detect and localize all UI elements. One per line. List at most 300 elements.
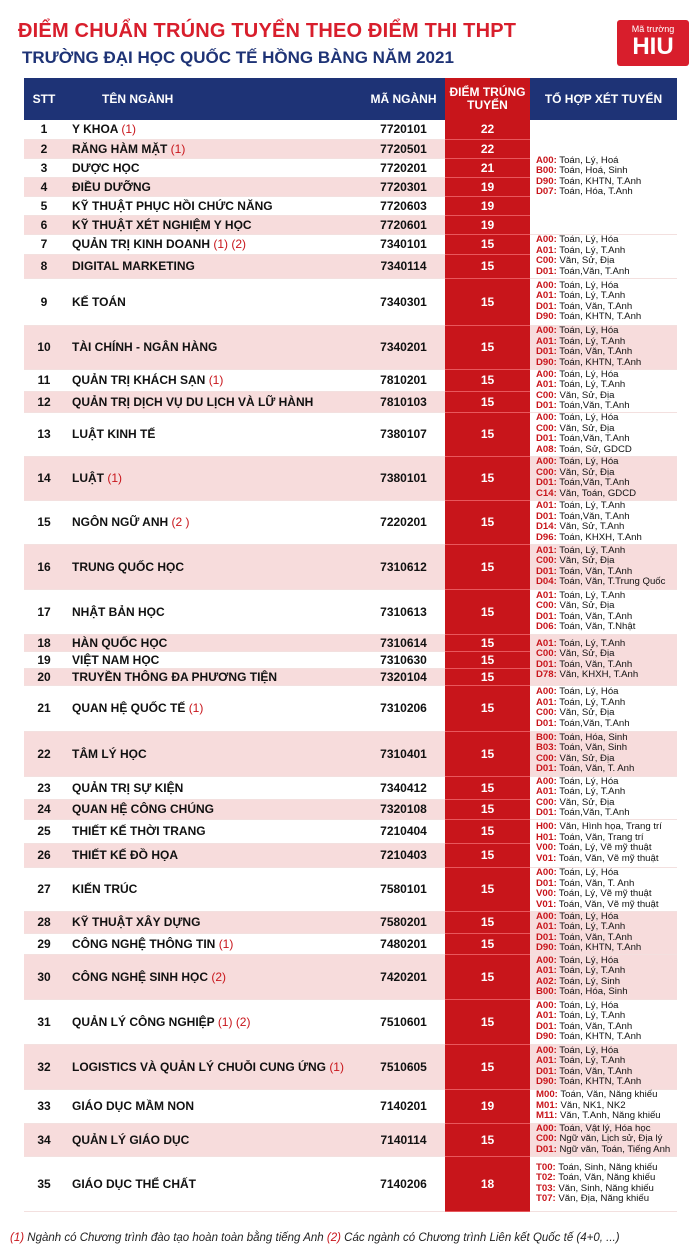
combo-code: D01: [536, 763, 557, 774]
combo-subjects: Văn, Sinh, Năng khiếu [558, 1182, 654, 1194]
row-major-name [64, 234, 362, 254]
major-name-text: KỸ THUẬT XÉT NGHIỆM Y HỌC [72, 217, 252, 232]
row-stt: 12 [24, 391, 64, 412]
row-score: 15 [445, 278, 530, 325]
combo-subjects: Toán, Sinh, Năng khiếu [558, 1161, 658, 1173]
combo-code: A01: [536, 637, 557, 649]
row-score: 15 [445, 234, 530, 254]
combo-code: A08: [536, 443, 557, 455]
major-name-text: CÔNG NGHỆ SINH HỌC [72, 969, 209, 984]
row-major-name [64, 819, 362, 843]
row-stt: 7 [24, 234, 64, 254]
school-logo [617, 20, 689, 66]
combo-line [536, 622, 677, 633]
combo-subjects: Toán, Lý, Hóa [559, 279, 619, 291]
combo-code: A01: [536, 965, 557, 976]
combo-subjects: Toán, Lý, Hóa [559, 1044, 619, 1056]
major-name-text: QUAN HỆ CÔNG CHÚNG [72, 802, 215, 816]
footnote-mark-1: (1) [10, 1232, 25, 1244]
combo-subjects: Toán, Lý, T.Anh [559, 1010, 626, 1021]
combo-code: M01: [536, 1099, 558, 1111]
row-combos [530, 1156, 677, 1211]
combo-code: D01: [536, 1020, 557, 1032]
combo-subjects: Toán, Hóa, Sinh [559, 986, 628, 997]
combo-code: A01: [536, 1055, 557, 1066]
row-major-name [64, 799, 362, 819]
row-stt: 3 [24, 158, 64, 177]
admission-table [24, 78, 677, 1212]
combo-code: A01: [536, 500, 557, 511]
major-note: (1) (2) [217, 1014, 251, 1029]
combo-subjects: Toán, Văn, T.Anh [559, 931, 633, 943]
major-name-text: QUẢN TRỊ DỊCH VỤ DU LỊCH VÀ LỮ HÀNH [72, 394, 314, 409]
combo-subjects: Toán, Lý, T.Anh [559, 1055, 626, 1066]
combo-subjects: Toán, Văn, T.Anh [559, 300, 633, 312]
major-name-text: GIÁO DỤC MẦM NON [72, 1099, 194, 1113]
major-name-text: NGÔN NGỮ ANH [72, 515, 169, 529]
major-name-text: QUẢN LÝ CÔNG NGHIỆP [72, 1014, 215, 1029]
combo-code: D07: [536, 186, 557, 198]
row-score: 15 [445, 685, 530, 731]
row-score: 19 [445, 215, 530, 234]
row-combos [530, 544, 677, 589]
table-row [24, 731, 677, 776]
row-major-code: 7340114 [362, 254, 445, 278]
combo-subjects: Toán, Văn, T. Anh [559, 877, 635, 889]
combo-code: D01: [536, 658, 557, 670]
table-row [24, 369, 677, 391]
combo-code: M11: [536, 1110, 558, 1122]
combo-subjects: Toán, Văn, T.Anh [559, 658, 633, 670]
combo-subjects: Toán, Lý, T.Anh [559, 544, 626, 556]
row-major-name [64, 731, 362, 776]
combo-line [536, 670, 677, 681]
major-note: (1) [329, 1059, 344, 1074]
combo-code: C00: [536, 466, 557, 478]
combo-code: A01: [536, 379, 557, 390]
combo-subjects: Toán, Lý, T.Anh [559, 589, 626, 601]
major-name-text: NHẬT BẢN HỌC [72, 604, 165, 619]
row-stt: 24 [24, 799, 64, 819]
major-name-text: Y KHOA [72, 122, 119, 137]
combo-subjects: Văn, Sử, Địa [559, 422, 615, 434]
combo-code: A01: [536, 290, 557, 301]
row-major-name [64, 651, 362, 668]
combo-subjects: Toán, KHTN, T.Anh [559, 356, 642, 368]
combo-code: C00: [536, 389, 557, 401]
major-name-text: KIẾN TRÚC [72, 882, 138, 896]
table-row [24, 1044, 677, 1089]
major-note: (1) [218, 936, 234, 951]
page-subtitle: TRƯỜNG ĐẠI HỌC QUỐC TẾ HỒNG BÀNG NĂM 2021 [22, 48, 454, 67]
row-major-code: 7220201 [362, 500, 445, 544]
row-major-name [64, 843, 362, 867]
combo-subjects: Toán, Lý, Hóa [559, 368, 619, 380]
row-major-name [64, 685, 362, 731]
row-major-name [64, 1089, 362, 1123]
combo-code: C00: [536, 1133, 557, 1145]
combo-code: H00: [536, 821, 557, 832]
combo-line [536, 1145, 677, 1156]
row-major-name [64, 1044, 362, 1089]
combo-code: T00: [536, 1161, 556, 1173]
combo-code: A00: [536, 999, 557, 1011]
combo-line [536, 445, 677, 456]
row-major-name [64, 456, 362, 500]
table-row [24, 954, 677, 999]
row-major-code: 7140114 [362, 1123, 445, 1156]
combo-code: A00: [536, 1122, 557, 1134]
combo-subjects: Toán,Văn, T.Anh [559, 510, 630, 522]
major-name-text: DIGITAL MARKETING [72, 259, 195, 273]
combo-code: D90: [536, 1031, 557, 1042]
combo-subjects: Toán, Văn, T.Anh [559, 610, 633, 622]
row-score: 15 [445, 544, 530, 589]
combo-code: V01: [536, 852, 557, 864]
row-score: 15 [445, 500, 530, 544]
combo-code: B03: [536, 742, 557, 753]
combo-subjects: Văn, Sử, Địa [559, 796, 615, 808]
row-major-code: 7310401 [362, 731, 445, 776]
row-stt: 18 [24, 634, 64, 651]
row-score: 15 [445, 1123, 530, 1156]
table-row [24, 325, 677, 369]
row-major-code: 7810103 [362, 391, 445, 412]
row-combos [530, 1044, 677, 1089]
row-stt: 2 [24, 139, 64, 158]
major-name-text: RĂNG HÀM MẶT [72, 141, 168, 156]
row-major-code: 7340201 [362, 325, 445, 369]
combo-subjects: Toán, Sử, GDCD [559, 443, 632, 455]
combo-subjects: Toán, Hóa, Sinh [559, 731, 628, 743]
major-name-text: QUAN HỆ QUỐC TẾ [72, 701, 186, 715]
row-stt: 19 [24, 651, 64, 668]
combo-code: A01: [536, 786, 557, 797]
major-note: (2 ) [171, 515, 190, 529]
row-major-name [64, 215, 362, 234]
major-name-text: TÀI CHÍNH - NGÂN HÀNG [72, 340, 218, 354]
row-score: 18 [445, 1156, 530, 1211]
combo-subjects: Văn, KHXH, T.Anh [559, 669, 639, 680]
row-major-name [64, 999, 362, 1044]
row-combos [530, 325, 677, 369]
row-score: 15 [445, 634, 530, 651]
row-stt: 6 [24, 215, 64, 234]
row-major-name [64, 776, 362, 799]
row-score: 15 [445, 651, 530, 668]
combo-code: D90: [536, 1076, 557, 1087]
combo-subjects: Toán,Văn, T.Anh [559, 807, 630, 818]
row-major-code: 7310614 [362, 634, 445, 651]
row-stt: 30 [24, 954, 64, 999]
row-score: 19 [445, 1089, 530, 1123]
combo-subjects: Toán, Lý, Hóa [559, 999, 619, 1011]
row-stt: 1 [24, 120, 64, 139]
row-major-code: 7210404 [362, 819, 445, 843]
combo-code: C00: [536, 796, 557, 808]
row-major-code: 7310630 [362, 651, 445, 668]
row-stt: 34 [24, 1123, 64, 1156]
combo-code: D90: [536, 175, 557, 187]
row-combos [530, 456, 677, 500]
row-stt: 25 [24, 819, 64, 843]
major-name-text: KỸ THUẬT PHỤC HỒI CHỨC NĂNG [72, 198, 273, 213]
combo-subjects: Toán, Lý, Sinh [559, 975, 621, 987]
combo-subjects: Toán, Văn, T. Anh [559, 763, 635, 774]
combo-code: A01: [536, 544, 557, 556]
row-score: 15 [445, 456, 530, 500]
row-stt: 35 [24, 1156, 64, 1211]
table-row [24, 120, 677, 139]
major-name-text: TÂM LÝ HỌC [72, 746, 147, 761]
row-combos [530, 234, 677, 278]
table-row [24, 1089, 677, 1123]
row-score: 15 [445, 843, 530, 867]
combo-code: V01: [536, 898, 557, 910]
row-stt: 5 [24, 196, 64, 215]
row-major-name [64, 1123, 362, 1156]
page-title: ĐIỂM CHUẨN TRÚNG TUYỂN THEO ĐIỂM THI THPT [18, 20, 517, 42]
combo-subjects: Toán, KHTN, T.Anh [559, 175, 642, 187]
row-stt: 17 [24, 589, 64, 634]
combo-subjects: Toán, Lý, Hóa [559, 910, 619, 922]
combo-code: A01: [536, 244, 557, 256]
combo-code: D01: [536, 717, 557, 729]
major-note: (1) (2) [213, 237, 247, 251]
combo-line [536, 489, 677, 500]
combo-line [536, 1077, 677, 1088]
row-score: 15 [445, 391, 530, 412]
header-stt: STT [24, 78, 64, 120]
combo-subjects: Văn, T.Anh, Năng khiếu [560, 1110, 661, 1122]
row-score: 15 [445, 933, 530, 954]
combo-line [536, 719, 677, 730]
table-row [24, 634, 677, 651]
row-combos [530, 954, 677, 999]
row-stt: 20 [24, 668, 64, 685]
footnote-text-2: Các ngành có Chương trình Liên kết Quốc tế (4+0, ...) [344, 1232, 620, 1244]
combo-code: D01: [536, 400, 557, 411]
major-name-text: QUẢN TRỊ KHÁCH SẠN [72, 373, 206, 387]
combo-subjects: Toán,Văn, T.Anh [559, 265, 630, 277]
row-major-name [64, 867, 362, 911]
row-major-code: 7720301 [362, 177, 445, 196]
row-stt: 31 [24, 999, 64, 1044]
combo-code: A00: [536, 867, 557, 878]
row-major-code: 7510605 [362, 1044, 445, 1089]
combo-subjects: Văn, Sử, Địa [559, 600, 615, 611]
row-score: 15 [445, 369, 530, 391]
row-stt: 23 [24, 776, 64, 799]
combo-line [536, 943, 677, 954]
combo-code: A00: [536, 954, 557, 966]
major-note: (2) [211, 969, 227, 984]
combo-subjects: Toán, Văn, T.Anh [559, 346, 633, 357]
combo-code: D96: [536, 531, 557, 543]
row-score: 15 [445, 412, 530, 456]
row-score: 19 [445, 177, 530, 196]
combo-line [536, 808, 677, 819]
row-combos [530, 867, 677, 911]
row-combos [530, 1089, 677, 1123]
combo-subjects: Toán, Văn, T.Anh [559, 1065, 633, 1077]
combo-line [536, 987, 677, 998]
combo-subjects: Toán, Lý, Hóa [559, 867, 619, 878]
row-major-code: 7810201 [362, 369, 445, 391]
table-row [24, 456, 677, 500]
combo-subjects: Toán, Văn, Sinh [559, 742, 628, 753]
combo-code: A00: [536, 154, 557, 166]
row-score: 15 [445, 776, 530, 799]
combo-line [536, 533, 677, 544]
combo-code: C14: [536, 487, 557, 499]
row-stt: 9 [24, 278, 64, 325]
table-row [24, 819, 677, 843]
row-major-name [64, 369, 362, 391]
row-major-code: 7580101 [362, 867, 445, 911]
row-score: 15 [445, 867, 530, 911]
combo-code: D90: [536, 311, 557, 322]
combo-subjects: Toán, Lý, Hóa [559, 234, 619, 245]
combo-line [536, 187, 677, 198]
combo-subjects: Toán, Lý, Hóa [559, 954, 619, 966]
major-note: (1) [170, 141, 186, 156]
combo-line [536, 312, 677, 323]
table-row [24, 999, 677, 1044]
row-major-name [64, 325, 362, 369]
combo-code: C00: [536, 707, 557, 718]
combo-subjects: Toán, Văn, Năng khiếu [558, 1172, 656, 1183]
combo-subjects: Toán, Văn, Vẽ mỹ thuật [558, 852, 659, 864]
combo-subjects: Toán, Lý, T.Anh [559, 696, 626, 708]
combo-subjects: Toán,Văn, T.Anh [559, 400, 630, 411]
combo-subjects: Văn, Sử, Địa [559, 255, 615, 266]
combo-subjects: Toán, Lý, Hóa [559, 412, 619, 423]
row-stt: 27 [24, 867, 64, 911]
combo-line [536, 1111, 677, 1122]
major-name-text: DƯỢC HỌC [72, 160, 140, 175]
table-row [24, 1156, 677, 1211]
combo-subjects: Toán, Hoá, Sinh [559, 165, 628, 177]
combo-code: D90: [536, 356, 557, 368]
combo-code: T03: [536, 1182, 556, 1194]
combo-subjects: Văn, Sử, Địa [559, 707, 615, 718]
row-combos [530, 634, 677, 685]
row-combos [530, 1123, 677, 1156]
combo-code: B00: [536, 165, 557, 177]
combo-code: A01: [536, 589, 557, 601]
row-major-name [64, 911, 362, 933]
logo-caption: Mã trường [631, 24, 675, 34]
combo-subjects: Toán, Lý, T.Anh [559, 637, 626, 649]
table-row [24, 278, 677, 325]
row-score: 22 [445, 139, 530, 158]
combo-code: M00: [536, 1089, 558, 1101]
table-header [24, 78, 677, 120]
major-note: (1) [208, 373, 224, 387]
major-name-text: QUẢN LÝ GIÁO DỤC [72, 1132, 190, 1147]
row-major-name [64, 933, 362, 954]
combo-code: D78: [536, 669, 557, 680]
combo-subjects: Toán, Văn, Vẽ mỹ thuật [558, 898, 659, 910]
row-combos [530, 999, 677, 1044]
row-major-code: 7320104 [362, 668, 445, 685]
combo-subjects: Toán, Lý, T.Anh [559, 379, 626, 390]
row-stt: 14 [24, 456, 64, 500]
table-row [24, 911, 677, 933]
row-major-name [64, 254, 362, 278]
combo-code: A01: [536, 696, 557, 708]
combo-subjects: Ngữ văn, Lịch sử, Địa lý [559, 1133, 663, 1145]
combo-subjects: Toán, Văn, T.Anh [559, 1020, 633, 1032]
row-score: 15 [445, 589, 530, 634]
combo-subjects: Văn, Hình họa, Trang trí [559, 821, 662, 832]
row-combos [530, 911, 677, 954]
row-combos [530, 412, 677, 456]
row-major-name [64, 196, 362, 215]
row-major-code: 7720603 [362, 196, 445, 215]
combo-code: A00: [536, 279, 557, 291]
row-major-name [64, 391, 362, 412]
combo-code: T02: [536, 1172, 556, 1183]
combo-subjects: Toán, Lý, T.Anh [559, 500, 626, 511]
combo-subjects: Văn, NK1, NK2 [560, 1099, 626, 1111]
combo-code: D06: [536, 621, 557, 632]
combo-subjects: Toán, Lý, T.Anh [559, 786, 626, 797]
table-row [24, 589, 677, 634]
combo-subjects: Văn, Toán, GDCD [559, 487, 637, 499]
row-major-code: 7310612 [362, 544, 445, 589]
combo-code: C00: [536, 555, 557, 566]
major-name-text: QUẢN TRỊ KINH DOANH [72, 237, 210, 251]
combo-subjects: Toán, KHTN, T.Anh [559, 942, 642, 953]
combo-code: D01: [536, 265, 557, 277]
row-major-name [64, 589, 362, 634]
row-major-name [64, 278, 362, 325]
combo-line [536, 854, 677, 865]
combo-code: A01: [536, 921, 557, 932]
row-major-code: 7210403 [362, 843, 445, 867]
combo-code: D01: [536, 300, 557, 312]
combo-code: B00: [536, 731, 557, 743]
row-major-code: 7140206 [362, 1156, 445, 1211]
row-score: 19 [445, 196, 530, 215]
row-major-name [64, 954, 362, 999]
row-score: 15 [445, 254, 530, 278]
table-row [24, 1123, 677, 1156]
combo-subjects: Toán, Văn, T.Trung Quốc [559, 576, 666, 587]
combo-subjects: Toán,Văn, T.Anh [559, 717, 630, 729]
row-major-code: 7310206 [362, 685, 445, 731]
combo-code: C00: [536, 600, 557, 611]
row-major-code: 7720601 [362, 215, 445, 234]
table-row [24, 234, 677, 254]
table-body [24, 120, 677, 1211]
combo-subjects: Toán, KHTN, T.Anh [559, 1031, 642, 1042]
major-name-text: KẾ TOÁN [72, 294, 126, 309]
row-major-name [64, 668, 362, 685]
row-major-name [64, 177, 362, 196]
major-name-text: LUẬT KINH TẾ [72, 427, 156, 441]
row-stt: 28 [24, 911, 64, 933]
row-stt: 21 [24, 685, 64, 731]
row-major-code: 7580201 [362, 911, 445, 933]
combo-subjects: Văn, Địa, Năng khiếu [558, 1193, 650, 1204]
table-row [24, 685, 677, 731]
combo-line [536, 1194, 677, 1205]
table-row [24, 500, 677, 544]
combo-subjects: Toán, Văn, Năng khiếu [560, 1089, 658, 1101]
